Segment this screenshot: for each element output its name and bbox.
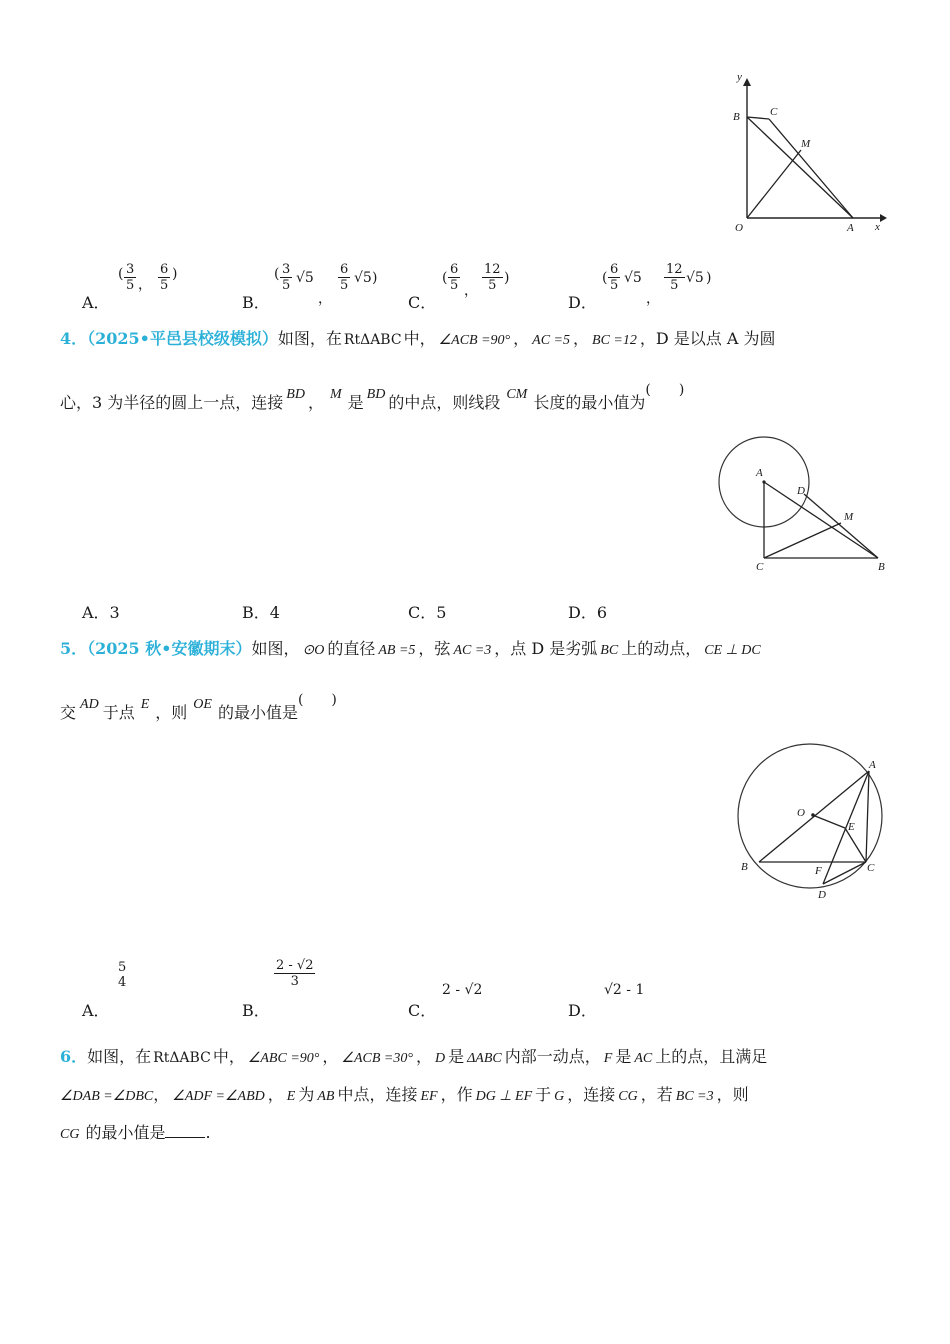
q4-line2: 心，3 为半径的圆上一点，连接 BD ， M 是 BD 的中点，则线段 CM 长度的最小值为( ) bbox=[60, 382, 685, 412]
segment-BC bbox=[747, 117, 769, 119]
q5-option-c[interactable]: C． 2 - √2 bbox=[408, 982, 483, 1020]
label-M: M bbox=[844, 511, 854, 523]
label-F: F bbox=[815, 865, 822, 877]
label-A: A bbox=[756, 467, 763, 479]
q5-line2: 交 AD 于点 E ，则 OE 的最小值是( ) bbox=[60, 692, 337, 722]
q4-option-d[interactable]: D．6 bbox=[568, 603, 608, 622]
label-C: C bbox=[867, 862, 875, 874]
q5-option-a[interactable]: A． 5 4 bbox=[82, 960, 127, 1020]
label-x: x bbox=[875, 221, 880, 233]
question-source: （2025•平邑县校级模拟） bbox=[87, 329, 278, 348]
q5-line1: 5．（2025 秋•安徽期末）如图， ⊙O 的直径 AB =5 ，弦 AC =3 ，点 D 是劣弧 BC 上的动点， CE ⊥ DC bbox=[60, 639, 761, 658]
q5-option-d[interactable]: D． √2 - 1 bbox=[568, 982, 645, 1020]
q4-figure bbox=[712, 428, 892, 578]
question-number: 6． bbox=[60, 1047, 88, 1066]
q3-figure bbox=[725, 70, 890, 240]
x-axis-arrow bbox=[880, 214, 887, 222]
segment-DB bbox=[804, 494, 878, 558]
segment-AD bbox=[823, 771, 869, 884]
segment-BA bbox=[747, 117, 853, 218]
label-D: D bbox=[818, 889, 826, 901]
q6-line1: 6．如图，在 RtΔABC 中， ∠ABC =90° ， ∠ACB =30° ， D 是 ΔABC 内部一动点， F 是 AC 上的点，且满足 bbox=[60, 1047, 768, 1066]
label-E: E bbox=[848, 821, 855, 833]
segment-OE bbox=[815, 816, 845, 828]
segment-CE bbox=[845, 828, 866, 862]
label-C: C bbox=[756, 561, 764, 573]
label-B: B bbox=[741, 861, 748, 873]
question-source: （2025 秋•安徽期末） bbox=[87, 639, 252, 658]
y-axis-arrow bbox=[743, 78, 751, 86]
q4-option-b[interactable]: B．4 bbox=[242, 603, 280, 622]
segment-AB bbox=[764, 482, 878, 558]
segment-AC bbox=[866, 771, 869, 862]
label-O: O bbox=[797, 807, 805, 819]
label-A: A bbox=[847, 222, 854, 234]
q6-line2: ∠DAB =∠DBC， ∠ADF =∠ABD ， E 为 AB 中点，连接 EF ，作 DG ⊥ EF 于 G ，连接 CG ，若 BC =3 ，则 bbox=[60, 1085, 749, 1104]
segment-CA bbox=[769, 119, 853, 218]
question-number: 4． bbox=[60, 329, 88, 348]
label-A: A bbox=[869, 759, 876, 771]
label-y: y bbox=[737, 71, 742, 83]
answer-blank[interactable] bbox=[165, 1137, 205, 1138]
label-C: C bbox=[770, 106, 778, 118]
segment-DC bbox=[823, 862, 866, 884]
label-O: O bbox=[735, 222, 743, 234]
q5-figure bbox=[735, 738, 895, 908]
q4-option-c[interactable]: C．5 bbox=[408, 603, 447, 622]
label-B: B bbox=[733, 111, 740, 123]
diameter-AB bbox=[759, 771, 869, 862]
question-number: 5． bbox=[60, 639, 88, 658]
q6-line3: CG 的最小值是 . bbox=[60, 1123, 211, 1142]
segment-CM bbox=[764, 523, 841, 558]
label-B: B bbox=[878, 561, 885, 573]
q5-option-b[interactable]: B． $\frac{2 - √2}{3}$ bbox=[242, 958, 314, 1020]
q4-option-a[interactable]: A．3 bbox=[82, 603, 120, 622]
label-M: M bbox=[801, 138, 811, 150]
segment-OM bbox=[747, 150, 801, 218]
label-D: D bbox=[797, 485, 805, 497]
circle-O bbox=[738, 744, 882, 888]
q4-line1: 4．（2025•平邑县校级模拟）如图，在 RtΔABC 中， ∠ACB =90° ， AC =5 ， BC =12 ，D 是以点 A 为圆 bbox=[60, 329, 776, 348]
